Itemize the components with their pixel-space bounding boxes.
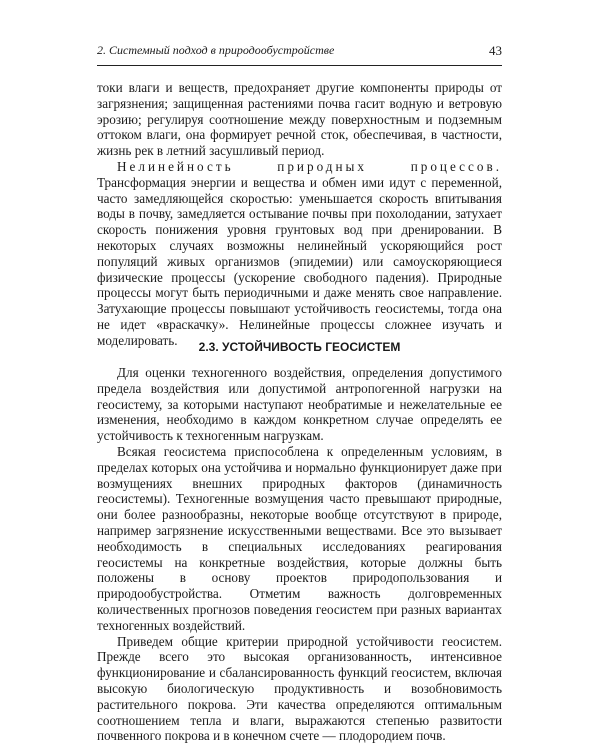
- page-number: 43: [489, 43, 502, 58]
- paragraph: Приведем общие критерии природной устойчивости геосистем. Прежде всего это высокая организованность, интенсивное функционирование и сбалансированность функций геосистем, включая высокую биологическую продуктивность и возобновимость растительного покрова. Эти качества определяются оптимальным соотношением тепла и влаги, выражаются степенью развитости почвенного покрова и в конечном счете — плодородием почв.: [97, 633, 502, 744]
- paragraph-lead: Нелинейность природных процессов.: [117, 158, 502, 174]
- section-heading: 2.3. УСТОЙЧИВОСТЬ ГЕОСИСТЕМ: [198, 340, 401, 354]
- running-title: 2. Системный подход в природообустройстве: [97, 43, 335, 57]
- paragraph: [97, 159, 502, 349]
- running-header: [97, 43, 502, 58]
- paragraph-text: Трансформация энергии и вещества и обмен ими идут с переменной, часто замедляющейся скоростью: уменьшается скорость впитывания воды в почву, замедляется остывание почвы при похолодании, затухает скорость понижения уровня грунтовых вод при дренировании. В некоторых случаях возможны нелинейный ускоряющийся рост популяций живых организмов (эпидемии) или самоускоряющиеся физические процессы (ускорение свободного падения). Природные процессы могут быть периодичными и даже менять свое направление. Затухающие процессы повышают устойчивость геосистемы, тогда она не идет «враскачку». Нелинейные процессы сложнее изучать и моделировать.: [97, 174, 502, 348]
- paragraph: Для оценки техногенного воздействия, определения допустимого предела воздействия или допустимой антропогенной нагрузки на геосистему, за которыми наступают необратимые и нежелательные ее изменения, необходимо в каждом конкретном случае определять ее устойчивость к техногенным нагрузкам.: [97, 365, 502, 444]
- section1-text: [97, 80, 502, 349]
- header-rule: [97, 65, 502, 66]
- section2-text: [97, 365, 502, 744]
- paragraph: Всякая геосистема приспособлена к определенным условиям, в пределах которых она устойчива и нормально функционирует даже при возмущениях внешних природных факторов (динамичность геосистемы). Техногенные возмущения часто превышают природные, они более разнообразны, некоторые вообще отсутствуют в природе, например загрязнение искусственными веществами. Все это вызывает необходимость в специальных исследованиях реагирования геосистемы на конкретные воздействия, которые должны быть положены в основу проектов природопользования и природообустройства. Отметим важность долговременных количественных прогнозов поведения геосистем при разных вариантах техногенных воздействий.: [97, 443, 502, 633]
- paragraph: токи влаги и веществ, предохраняет другие компоненты природы от загрязнения; защищенная растениями почва гасит водную и ветровую эрозию; регулируя соотношение между поверхностным и подземным оттоком влаги, она формирует речной сток, обеспечивая, в частности, жизнь рек в летний засушливый период.: [97, 80, 502, 159]
